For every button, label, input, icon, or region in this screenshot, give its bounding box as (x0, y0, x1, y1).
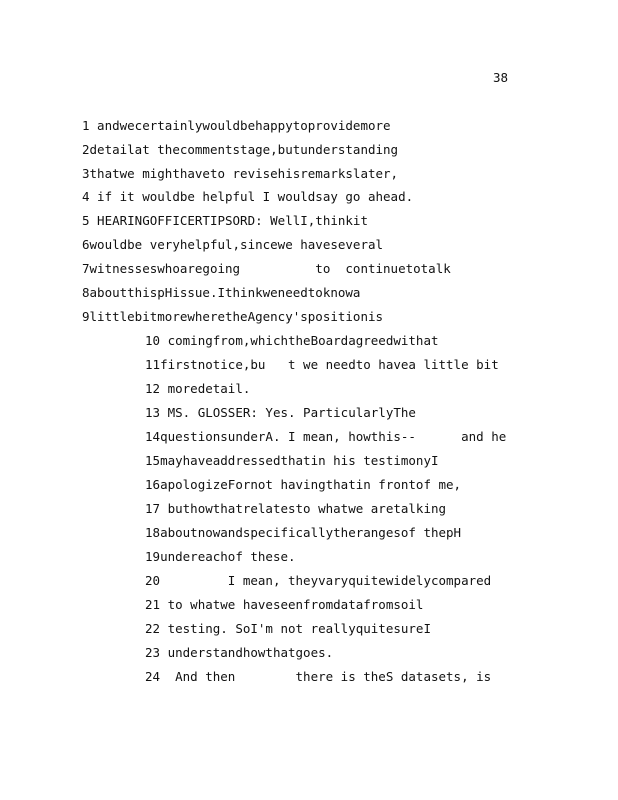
transcript-line (145, 621, 431, 637)
line-number: 21 (145, 597, 161, 612)
transcript-line (82, 142, 398, 158)
line-text: comingfrom,whichtheBoardagreedwithat (160, 333, 439, 348)
transcript-line (145, 597, 423, 613)
line-text: firstnotice,bu t we needto havea little bit (160, 357, 499, 372)
transcript-line (145, 429, 506, 445)
line-text: apologizeFornot havingthatin frontof me, (160, 477, 462, 492)
page-number: 38 (492, 70, 508, 85)
line-number: 14 (145, 429, 161, 444)
line-text: undereachof these. (160, 549, 296, 564)
line-number: 3 (82, 166, 90, 181)
line-number: 22 (145, 621, 161, 636)
line-text: to whatwe haveseenfromdatafromsoil (160, 597, 424, 612)
transcript-line (82, 166, 398, 182)
transcript-line (82, 309, 383, 325)
transcript-line (82, 213, 368, 229)
line-text: andwecertainlywouldbehappytoprovidemore (89, 118, 391, 133)
transcript-line (145, 357, 499, 373)
line-number: 18 (145, 525, 161, 540)
transcript-line (145, 669, 491, 685)
line-text: witnesseswhoaregoing to continuetotalk (89, 261, 451, 276)
transcript-line (145, 477, 461, 493)
transcript-line (145, 453, 439, 469)
transcript-line (145, 501, 446, 517)
line-text: MS. GLOSSER: Yes. ParticularlyThe (160, 405, 416, 420)
line-text: understandhowthatgoes. (160, 645, 334, 660)
line-number: 11 (145, 357, 161, 372)
line-number: 19 (145, 549, 161, 564)
line-text: if it wouldbe helpful I wouldsay go ahead. (89, 189, 414, 204)
line-number: 15 (145, 453, 161, 468)
line-number: 20 (145, 573, 161, 588)
line-text: moredetail. (160, 381, 251, 396)
line-text: littlebitmorewheretheAgency'spositionis (89, 309, 384, 324)
line-number: 4 (82, 189, 90, 204)
transcript-line (145, 645, 333, 661)
line-number: 24 (145, 669, 161, 684)
line-number: 9 (82, 309, 90, 324)
transcript-line (145, 405, 416, 421)
line-text: I mean, theyvaryquitewidelycompared (160, 573, 492, 588)
transcript-line (145, 549, 296, 565)
transcript-line (82, 118, 391, 134)
transcript-line (82, 237, 383, 253)
line-number: 7 (82, 261, 90, 276)
line-text: detailat thecommentstage,butunderstanding (89, 142, 399, 157)
line-text: And then there is theS datasets, is (160, 669, 492, 684)
transcript-line (145, 573, 491, 589)
line-number: 16 (145, 477, 161, 492)
line-number: 10 (145, 333, 161, 348)
transcript-line (145, 525, 461, 541)
line-text: questionsunderA. I mean, howthis-- and he (160, 429, 507, 444)
line-number: 13 (145, 405, 161, 420)
line-text: testing. SoI'm not reallyquitesureI (160, 621, 431, 636)
transcript-line (82, 285, 360, 301)
line-text: mayhaveaddressedthatin his testimonyI (160, 453, 439, 468)
line-number: 2 (82, 142, 90, 157)
line-number: 12 (145, 381, 161, 396)
line-text: aboutnowandspecificallytherangesof thepH (160, 525, 462, 540)
line-text: thatwe mighthaveto revisehisremarkslater, (89, 166, 399, 181)
transcript-line (145, 333, 439, 349)
line-text: HEARINGOFFICERTIPSORD: WellI,thinkit (89, 213, 368, 228)
line-number: 5 (82, 213, 90, 228)
line-text: wouldbe veryhelpful,sincewe haveseveral (89, 237, 384, 252)
line-number: 6 (82, 237, 90, 252)
transcript-line (82, 189, 413, 205)
line-text: aboutthispHissue.Ithinkweneedtoknowa (89, 285, 361, 300)
line-number: 1 (82, 118, 90, 133)
transcript-line (82, 261, 451, 277)
line-text: buthowthatrelatesto whatwe aretalking (160, 501, 447, 516)
line-number: 8 (82, 285, 90, 300)
line-number: 23 (145, 645, 161, 660)
line-number: 17 (145, 501, 161, 516)
transcript-line (145, 381, 250, 397)
